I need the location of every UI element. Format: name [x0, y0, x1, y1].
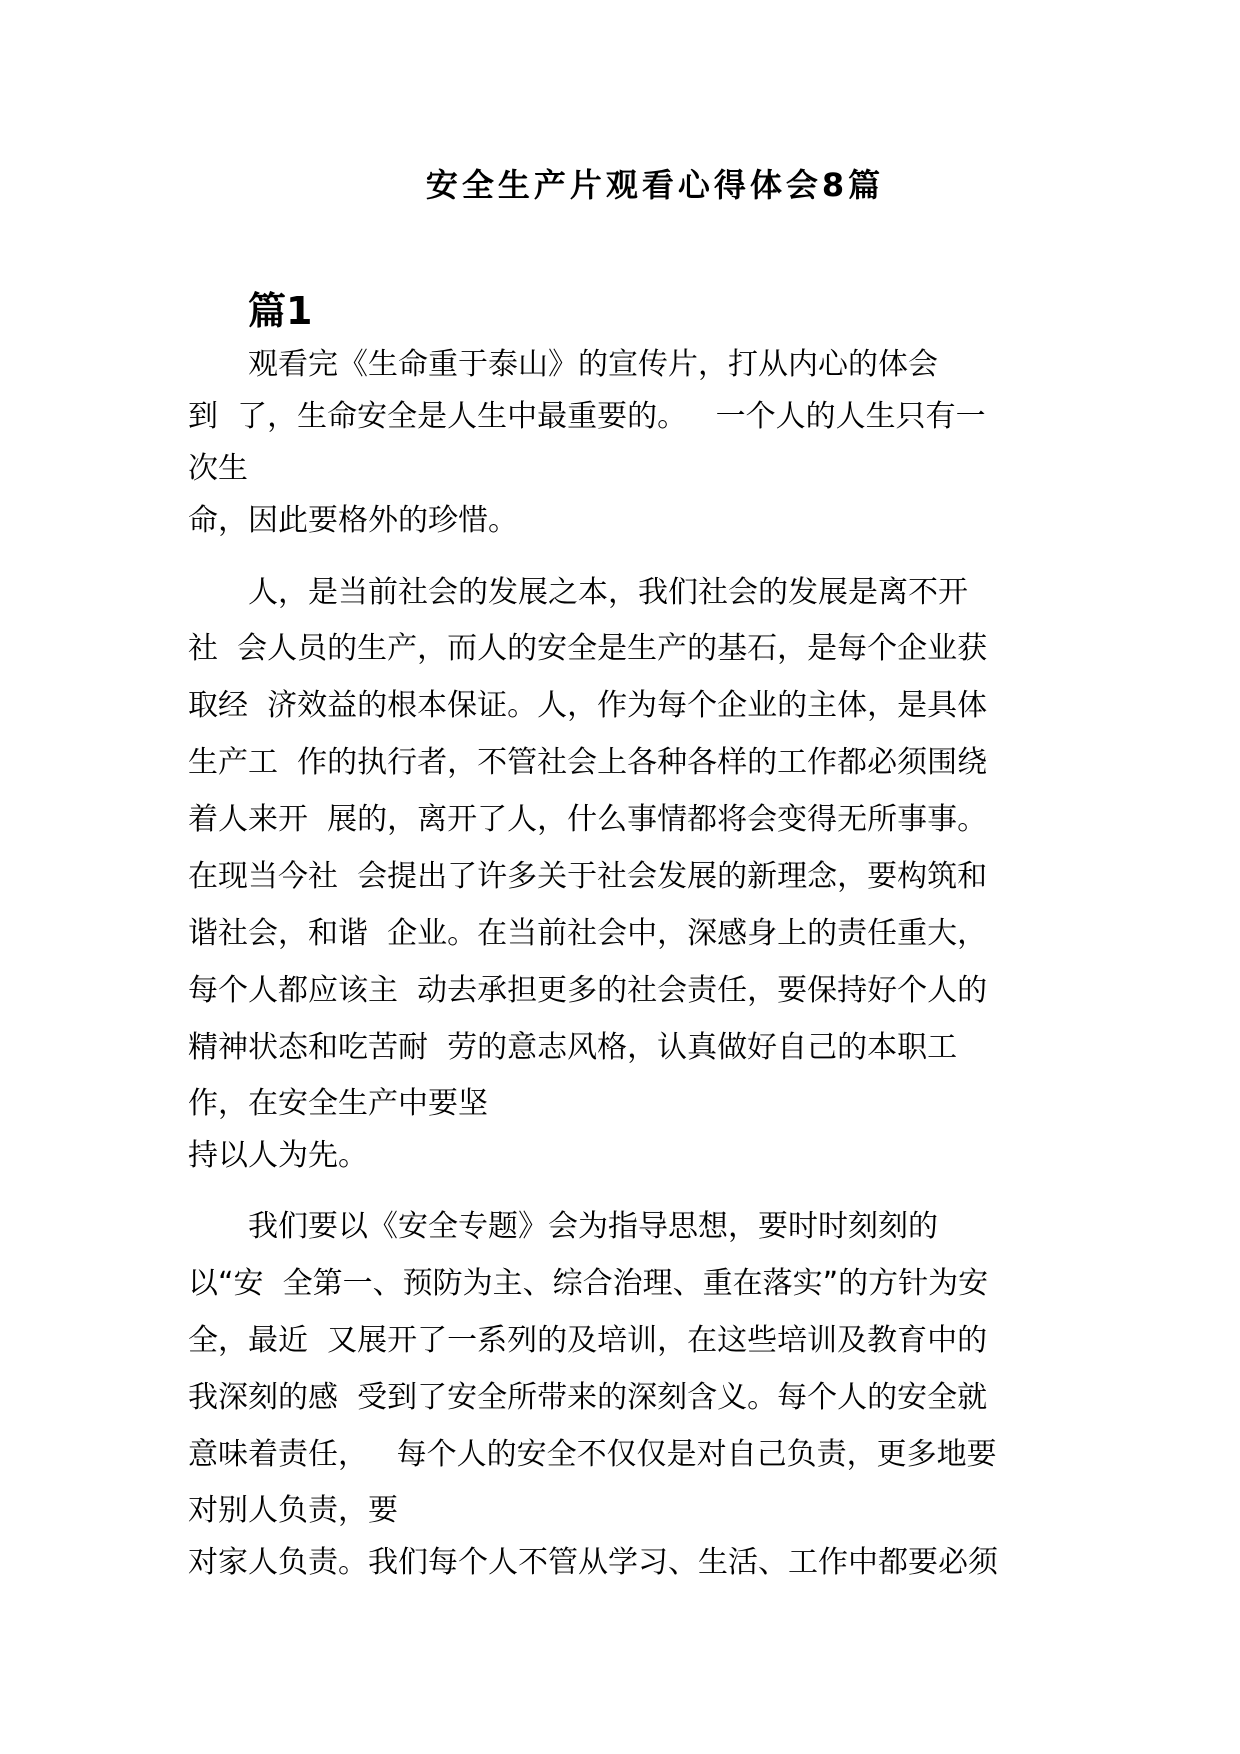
body-line: 取经 济效益的根本保证。人，作为每个企业的主体，是具体 [188, 688, 988, 723]
body-line: 对家人负责。我们每个人不管从学习、生活、工作中都要必须 [188, 1545, 998, 1580]
body-line: 到 了，生命安全是人生中最重要的。 一个人的人生只有一 [188, 399, 986, 434]
body-line: 在现当今社 会提出了许多关于社会发展的新理念，要构筑和 [188, 859, 988, 894]
section-heading: 篇1 [248, 289, 313, 333]
body-line: 作，在安全生产中要坚 [188, 1086, 488, 1121]
body-line: 生产工 作的执行者，不管社会上各种各样的工作都必须围绕 [188, 745, 988, 780]
body-line: 精神状态和吃苦耐 劳的意志风格，认真做好自己的本职工 [188, 1030, 958, 1065]
body-line: 社 会人员的生产，而人的安全是生产的基石，是每个企业获 [188, 631, 988, 666]
body-line: 对别人负责，要 [188, 1493, 398, 1528]
body-line: 观看完《生命重于泰山》的宣传片，打从内心的体会 [248, 347, 938, 382]
body-line: 每个人都应该主 动去承担更多的社会责任，要保持好个人的 [188, 973, 988, 1008]
body-line: 持以人为先。 [188, 1138, 368, 1173]
body-line: 次生 [188, 451, 248, 486]
body-line: 我深刻的感 受到了安全所带来的深刻含义。每个人的安全就 [188, 1380, 988, 1415]
body-line: 命，因此要格外的珍惜。 [188, 503, 518, 538]
body-line: 人，是当前社会的发展之本，我们社会的发展是离不开 [248, 575, 968, 610]
body-line: 着人来开 展的，离开了人，什么事情都将会变得无所事事。 [188, 802, 988, 837]
body-line: 谐社会，和谐 企业。在当前社会中，深感身上的责任重大， [188, 916, 988, 951]
body-line: 以“安 全第一、预防为主、综合治理、重在落实”的方针为安 [188, 1266, 989, 1301]
document-title: 安全生产片观看心得体会8篇 [425, 166, 885, 204]
body-line: 意味着责任， 每个人的安全不仅仅是对自己负责，更多地要 [188, 1437, 997, 1472]
body-line: 我们要以《安全专题》会为指导思想，要时时刻刻的 [248, 1209, 938, 1244]
body-line: 全，最近 又展开了一系列的及培训，在这些培训及教育中的 [188, 1323, 988, 1358]
